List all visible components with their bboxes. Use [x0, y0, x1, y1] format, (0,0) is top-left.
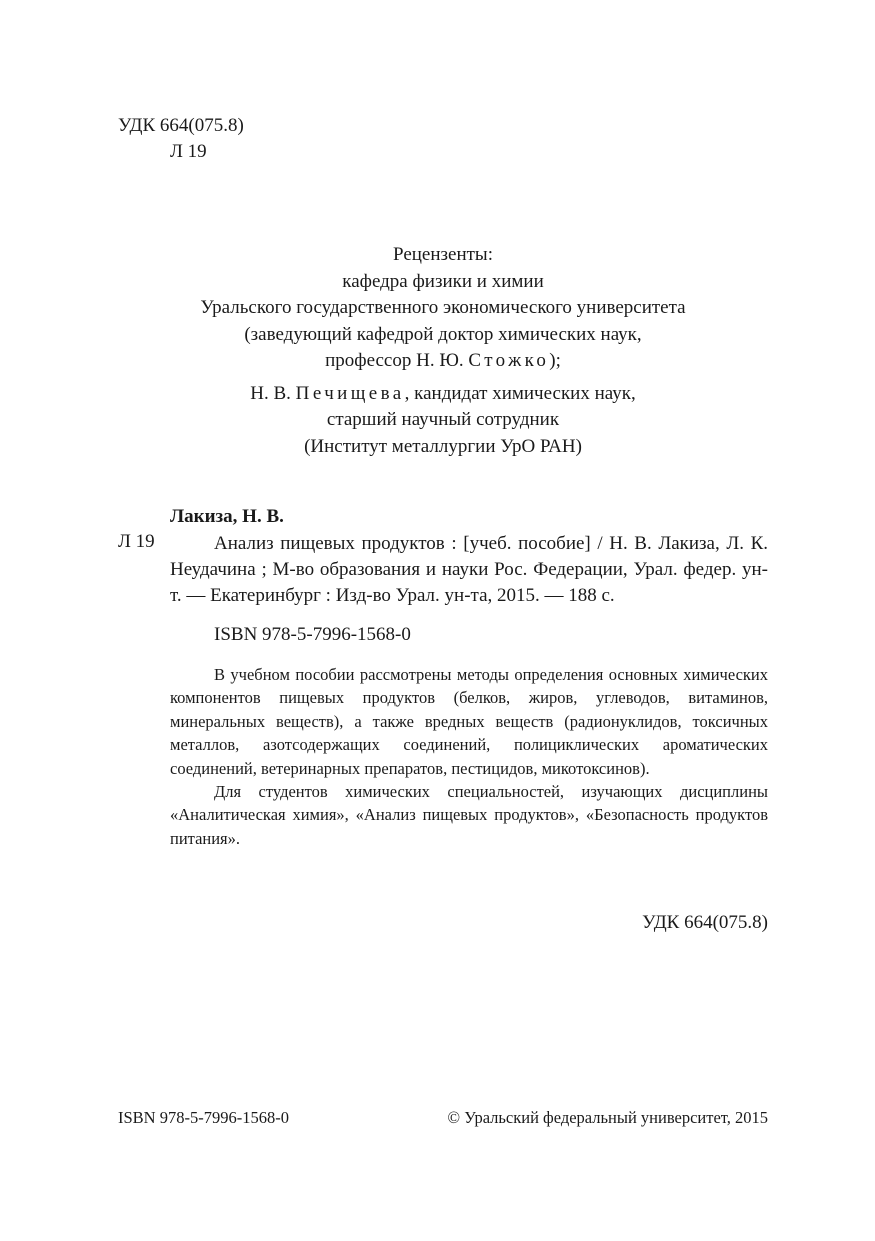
reviewer-person-suffix: , кандидат химических наук,	[404, 382, 636, 404]
annotation	[170, 663, 768, 850]
footer-copyright: © Уральский федеральный университет, 2015	[447, 1108, 768, 1127]
catalog-isbn: ISBN 978-5-7996-1568-0	[214, 624, 411, 645]
reviewer-professor	[118, 348, 768, 375]
footer-isbn: ISBN 978-5-7996-1568-0	[118, 1108, 289, 1127]
reviewers-heading: Рецензенты:	[393, 244, 493, 265]
reviewer-professor-suffix: );	[549, 350, 561, 371]
catalog-author: Лакиза, Н. В.	[170, 506, 284, 527]
reviewer-person	[118, 381, 768, 408]
reviewer-professor-prefix: профессор Н. Ю.	[325, 350, 469, 371]
annotation-paragraph: В учебном пособии рассмотрены методы определения основных химических компонентов пищевых продуктов (белков, жиров, углеводов, витаминов, минеральных веществ), а также вредных веществ (радионуклидов, токсичных металлов, азотсодержащих соединений, полициклических ароматических соединений, ветеринарных препаратов, пестицидов, микотоксинов).	[170, 665, 768, 778]
reviewer-university: Уральского государственного экономического университета	[200, 297, 686, 318]
catalog-description: Анализ пищевых продуктов : [учеб. пособие] / Н. В. Лакиза, Л. К. Неудачина ; М-во образования и науки Рос. Федерации, Урал. федер. ун-т. — Екатеринбург : Изд-во Урал. ун-та, 2015. — 188 с.	[170, 533, 768, 606]
reviewer-person-prefix: Н. В.	[250, 382, 296, 404]
reviewers-block	[118, 242, 768, 460]
reviewer-professor-name: Стожко	[468, 350, 550, 371]
udk-right: УДК 664(075.8)	[642, 912, 768, 933]
reviewer-dept-line: кафедра физики и химии	[342, 270, 544, 292]
udk-code: УДК 664(075.8)	[118, 115, 244, 136]
reviewer-person-institute: (Институт металлургии УрО РАН)	[304, 435, 582, 457]
catalog-code: Л 19	[118, 531, 155, 552]
reviewer-person-name: Печищева	[295, 382, 405, 404]
udk-block	[118, 113, 244, 165]
annotation-audience: Для студентов химических специальностей, изучающих дисциплины «Аналитическая химия», «Анализ пищевых продуктов», «Безопасность продуктов питания».	[170, 782, 768, 848]
author-code: Л 19	[170, 141, 207, 162]
reviewer-head: (заведующий кафедрой доктор химических наук,	[244, 323, 642, 345]
reviewer-person-position: старший научный сотрудник	[326, 409, 560, 430]
